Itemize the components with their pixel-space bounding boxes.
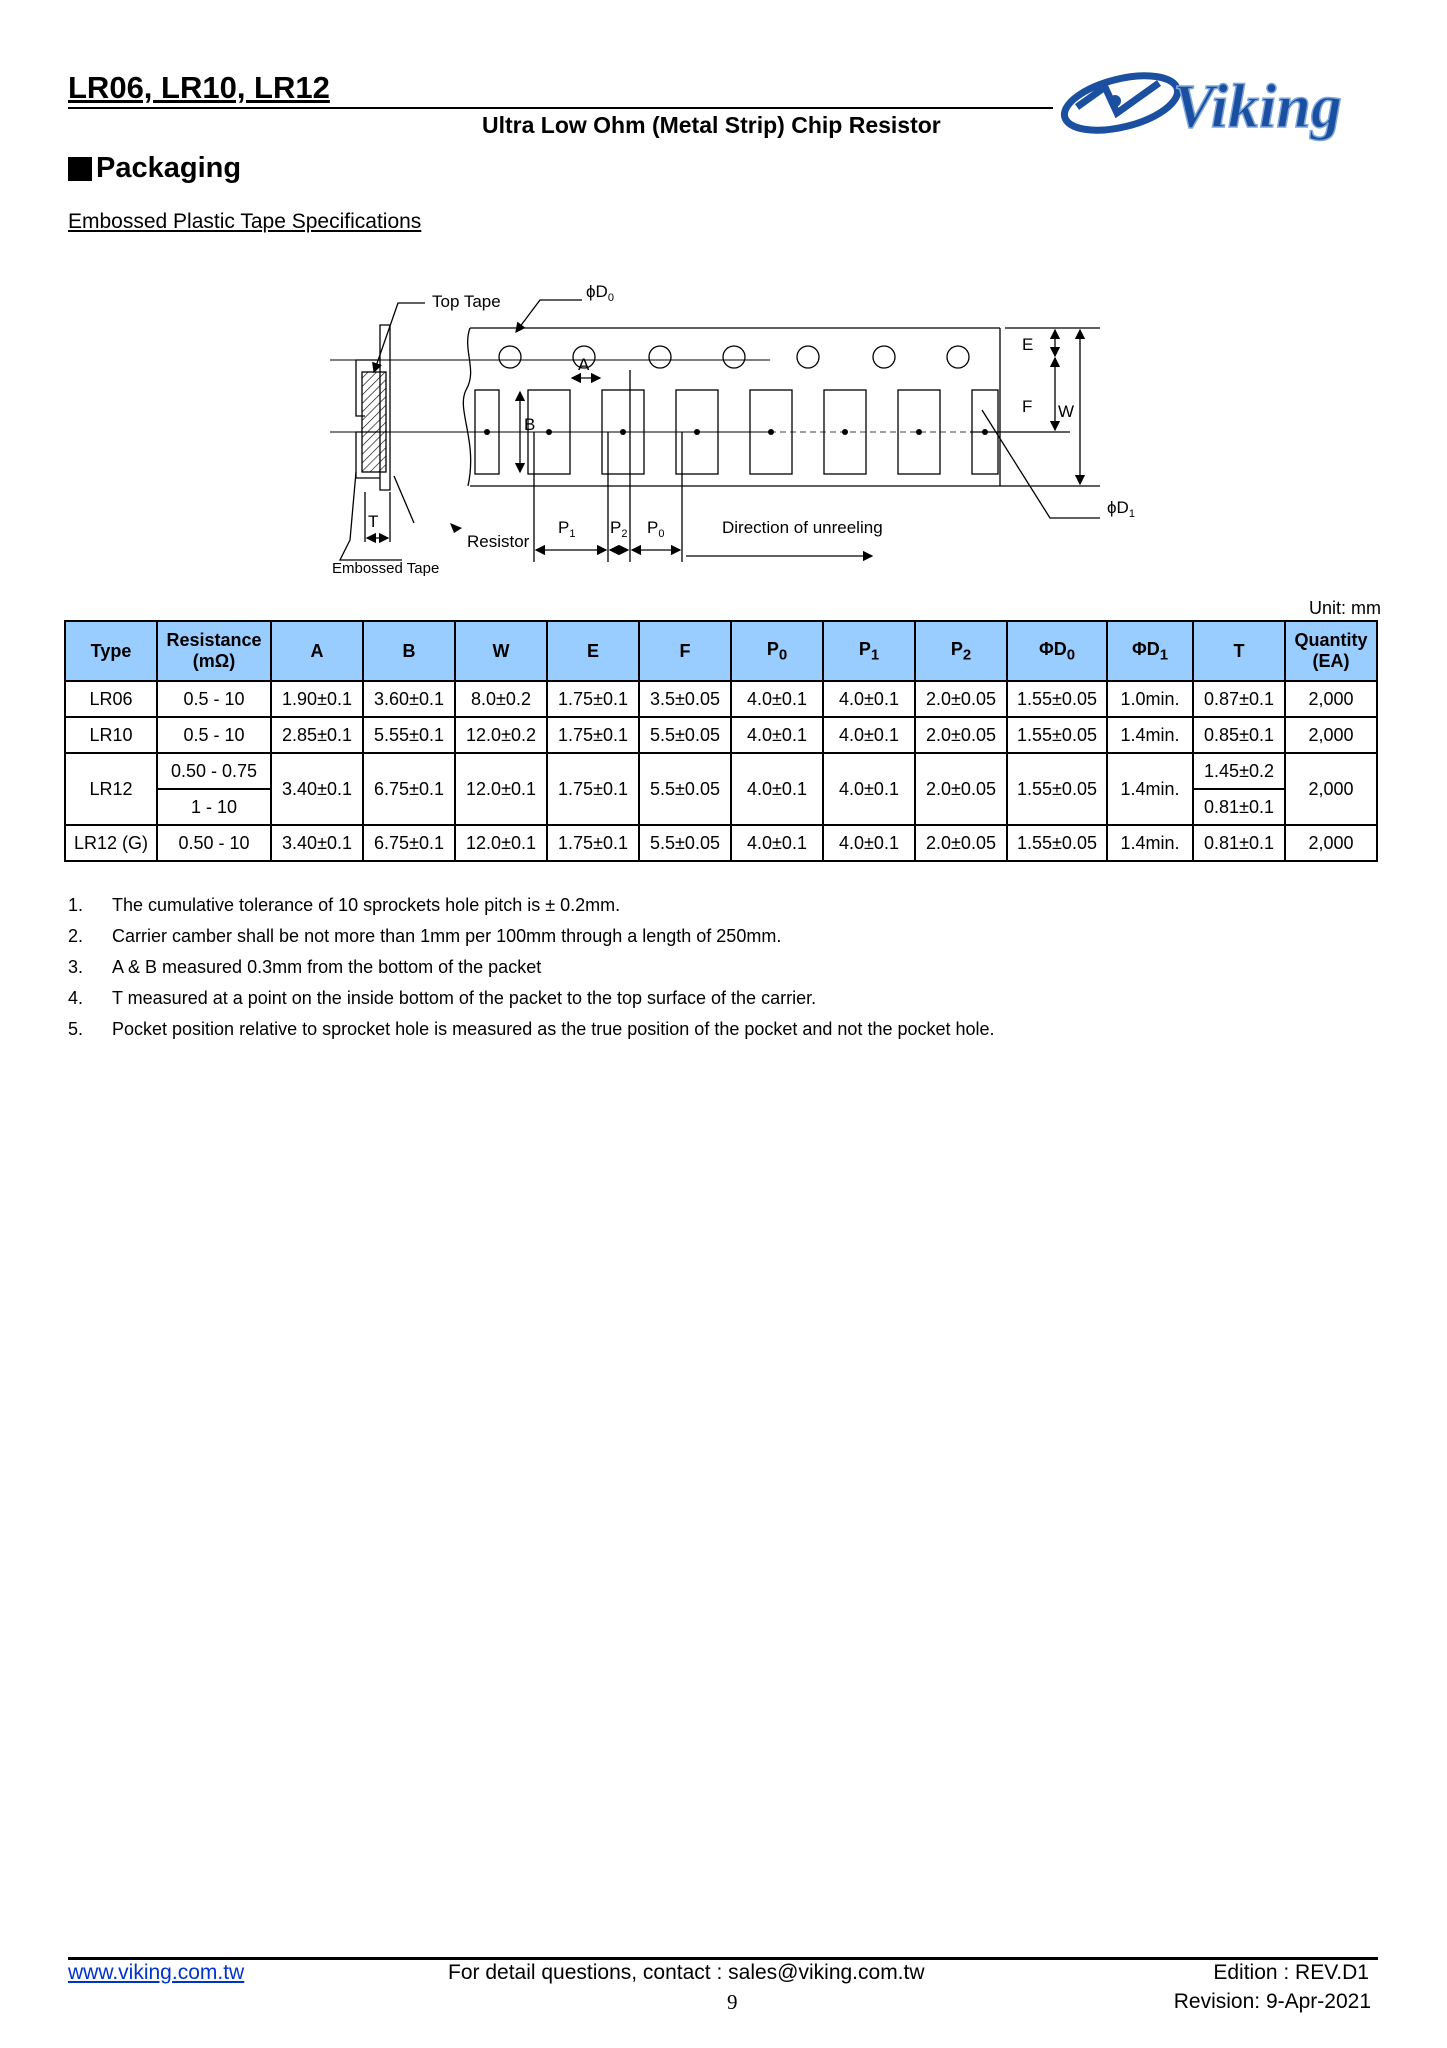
label-b: B <box>524 415 536 434</box>
table-cell: 4.0±0.1 <box>731 825 823 861</box>
table-cell: 1.55±0.05 <box>1007 753 1107 825</box>
table-row-lr12 <box>65 753 1377 789</box>
cell-text: 0 <box>778 646 788 664</box>
table-cell: 1.4min. <box>1107 825 1193 861</box>
table-cell: 2,000 <box>1285 717 1377 753</box>
cell-text: 0 <box>1066 646 1076 664</box>
page-number: 9 <box>727 1990 738 2014</box>
table-cell: 4.0±0.1 <box>731 717 823 753</box>
table-cell: 1.4min. <box>1107 753 1193 825</box>
website-link[interactable]: www.viking.com.tw <box>68 1961 245 1984</box>
label-t: T <box>368 512 379 531</box>
unit-label: Unit: mm <box>1309 598 1381 618</box>
header-d1 <box>1107 621 1193 681</box>
header-p1 <box>823 621 915 681</box>
cell-text: P <box>950 638 963 659</box>
label-d0: ϕD <box>586 282 608 301</box>
cell-text: Quantity <box>1294 630 1368 650</box>
cell-text: Carrier camber shall be not more than 1mm per 100mm through a length of 250mm. <box>112 926 782 946</box>
logo-text: Viking <box>1173 73 1342 141</box>
label-p2: P <box>610 518 622 537</box>
table-cell: 12.0±0.1 <box>455 825 547 861</box>
table-cell: 5.5±0.05 <box>639 825 731 861</box>
header-e: E <box>547 621 639 681</box>
cell-text: 1 <box>1159 646 1169 664</box>
label-f: F <box>1022 397 1033 416</box>
label-p2-sub: 2 <box>621 528 628 540</box>
cell-text: Resistance <box>166 630 262 650</box>
table-cell: 3.5±0.05 <box>639 681 731 717</box>
document-subtitle: Ultra Low Ohm (Metal Strip) Chip Resistor <box>482 112 941 138</box>
cell-text: ΦD <box>1131 638 1160 659</box>
table-cell: 1.55±0.05 <box>1007 681 1107 717</box>
table-cell: 3.40±0.1 <box>271 825 363 861</box>
label-d0-sub: 0 <box>607 292 614 304</box>
table-cell: 0.5 - 10 <box>157 681 271 717</box>
document-title: LR06, LR10, LR12 <box>68 70 330 105</box>
cell-text: 5. <box>68 1019 84 1039</box>
table-cell: 3.40±0.1 <box>271 753 363 825</box>
table-row-lr12g <box>65 825 1377 861</box>
table-cell: 2.85±0.1 <box>271 717 363 753</box>
table-cell: LR12 <box>65 753 157 825</box>
note-item <box>68 926 995 957</box>
cell-text: The cumulative tolerance of 10 sprockets hole pitch is ± 0.2mm. <box>112 895 621 915</box>
label-p1-sub: 1 <box>569 528 576 540</box>
label-top-tape: Top Tape <box>432 292 501 311</box>
table-cell: LR10 <box>65 717 157 753</box>
table-cell: 5.5±0.05 <box>639 717 731 753</box>
table-cell: 2.0±0.05 <box>915 753 1007 825</box>
table-cell: 2,000 <box>1285 753 1377 825</box>
table-cell: 1.90±0.1 <box>271 681 363 717</box>
table-cell: 8.0±0.2 <box>455 681 547 717</box>
table-cell: 2,000 <box>1285 825 1377 861</box>
cell-text: 1. <box>68 895 84 915</box>
table-cell: 12.0±0.1 <box>455 753 547 825</box>
header-type: Type <box>65 621 157 681</box>
svg-text:P0 <box>647 518 664 540</box>
svg-text:ϕD0 <box>586 282 614 304</box>
header-t: T <box>1193 621 1285 681</box>
label-p0: P <box>647 518 659 537</box>
table-cell: 0.81±0.1 <box>1193 789 1285 825</box>
table-cell: 2.0±0.05 <box>915 681 1007 717</box>
label-p0-sub: 0 <box>658 528 665 540</box>
table-cell: 12.0±0.2 <box>455 717 547 753</box>
label-w: W <box>1058 402 1075 421</box>
table-cell: 1 - 10 <box>157 789 271 825</box>
table-cell: 6.75±0.1 <box>363 753 455 825</box>
table-cell: 0.50 - 0.75 <box>157 753 271 789</box>
cell-text: ΦD <box>1038 638 1067 659</box>
table-cell: 1.55±0.05 <box>1007 825 1107 861</box>
cell-text: (EA) <box>1312 651 1350 671</box>
header-w: W <box>455 621 547 681</box>
table-cell: 2.0±0.05 <box>915 825 1007 861</box>
label-direction: Direction of unreeling <box>722 518 883 537</box>
tape-diagram <box>310 260 1160 590</box>
footer-rule <box>68 1957 1378 1960</box>
label-embossed-tape: Embossed Tape <box>332 560 440 577</box>
table-cell: 4.0±0.1 <box>731 681 823 717</box>
table-cell: 3.60±0.1 <box>363 681 455 717</box>
header-d0 <box>1007 621 1107 681</box>
table-cell: 4.0±0.1 <box>731 753 823 825</box>
table-cell: 4.0±0.1 <box>823 681 915 717</box>
bullet-square-icon <box>68 157 92 181</box>
table-cell: 1.45±0.2 <box>1193 753 1285 789</box>
table-cell: 1.75±0.1 <box>547 825 639 861</box>
header-p0 <box>731 621 823 681</box>
table-cell: 5.5±0.05 <box>639 753 731 825</box>
cell-text: P <box>766 638 779 659</box>
table-cell: 1.75±0.1 <box>547 681 639 717</box>
notes-list <box>68 895 995 1050</box>
note-item <box>68 988 995 1019</box>
note-item <box>68 895 995 926</box>
svg-text:P1 <box>558 518 575 540</box>
header-p2 <box>915 621 1007 681</box>
section-heading <box>68 152 241 185</box>
table-cell: LR12 (G) <box>65 825 157 861</box>
cell-text: (mΩ) <box>192 651 236 671</box>
revision-text: Revision: 9-Apr-2021 <box>1173 1990 1371 2013</box>
note-item <box>68 1019 995 1050</box>
cell-text: 3. <box>68 957 84 977</box>
table-cell: 1.75±0.1 <box>547 717 639 753</box>
header-a: A <box>271 621 363 681</box>
label-resistor: Resistor <box>467 532 530 551</box>
table-cell: 2.0±0.05 <box>915 717 1007 753</box>
cell-text: P <box>858 638 871 659</box>
cell-text: Pocket position relative to sprocket hole is measured as the true position of the pocket and not the pocket hole. <box>112 1019 995 1039</box>
header-resistance <box>157 621 271 681</box>
table-cell: 0.87±0.1 <box>1193 681 1285 717</box>
svg-text:P2 <box>610 518 627 540</box>
table-cell: 6.75±0.1 <box>363 825 455 861</box>
cell-text: 4. <box>68 988 84 1008</box>
cell-text: A & B measured 0.3mm from the bottom of the packet <box>112 957 542 977</box>
cell-text: 2 <box>962 646 972 664</box>
label-p1: P <box>558 518 570 537</box>
table-cell: 5.55±0.1 <box>363 717 455 753</box>
sprocket-holes <box>499 346 969 368</box>
table-cell: 1.55±0.05 <box>1007 717 1107 753</box>
cell-text: 2. <box>68 926 84 946</box>
contact-text: For detail questions, contact : sales@viking.com.tw <box>448 1961 925 1984</box>
table-row-lr06 <box>65 681 1377 717</box>
table-cell: 2,000 <box>1285 681 1377 717</box>
section-heading-text: Packaging <box>96 152 242 184</box>
table-cell: 4.0±0.1 <box>823 753 915 825</box>
label-d1: ϕD <box>1107 498 1129 517</box>
label-d1-sub: 1 <box>1128 508 1135 520</box>
table-cell: 1.75±0.1 <box>547 753 639 825</box>
table-cell: 4.0±0.1 <box>823 717 915 753</box>
subsection-heading: Embossed Plastic Tape Specifications <box>68 210 422 233</box>
table-cell: 4.0±0.1 <box>823 825 915 861</box>
table-cell: 1.4min. <box>1107 717 1193 753</box>
header-b: B <box>363 621 455 681</box>
table-cell: LR06 <box>65 681 157 717</box>
svg-text:ϕD1 <box>1107 498 1135 520</box>
table-row-lr10 <box>65 717 1377 753</box>
label-a: A <box>578 355 590 374</box>
logo-emblem-icon <box>1059 66 1183 141</box>
spec-table <box>64 620 1378 862</box>
cell-text: 1 <box>870 646 880 664</box>
table-cell: 0.5 - 10 <box>157 717 271 753</box>
label-e: E <box>1022 335 1034 354</box>
table-cell: 0.81±0.1 <box>1193 825 1285 861</box>
note-item <box>68 957 995 988</box>
viking-logo <box>1055 65 1391 145</box>
table-cell: 0.85±0.1 <box>1193 717 1285 753</box>
header-rule <box>68 107 1053 109</box>
table-cell: 1.0min. <box>1107 681 1193 717</box>
header-f: F <box>639 621 731 681</box>
edition-text: Edition : REV.D1 <box>1213 1961 1369 1984</box>
table-cell: 0.50 - 10 <box>157 825 271 861</box>
table-header-row <box>65 621 1377 681</box>
header-quantity <box>1285 621 1377 681</box>
cell-text: T measured at a point on the inside bottom of the packet to the top surface of the carrier. <box>112 988 817 1008</box>
